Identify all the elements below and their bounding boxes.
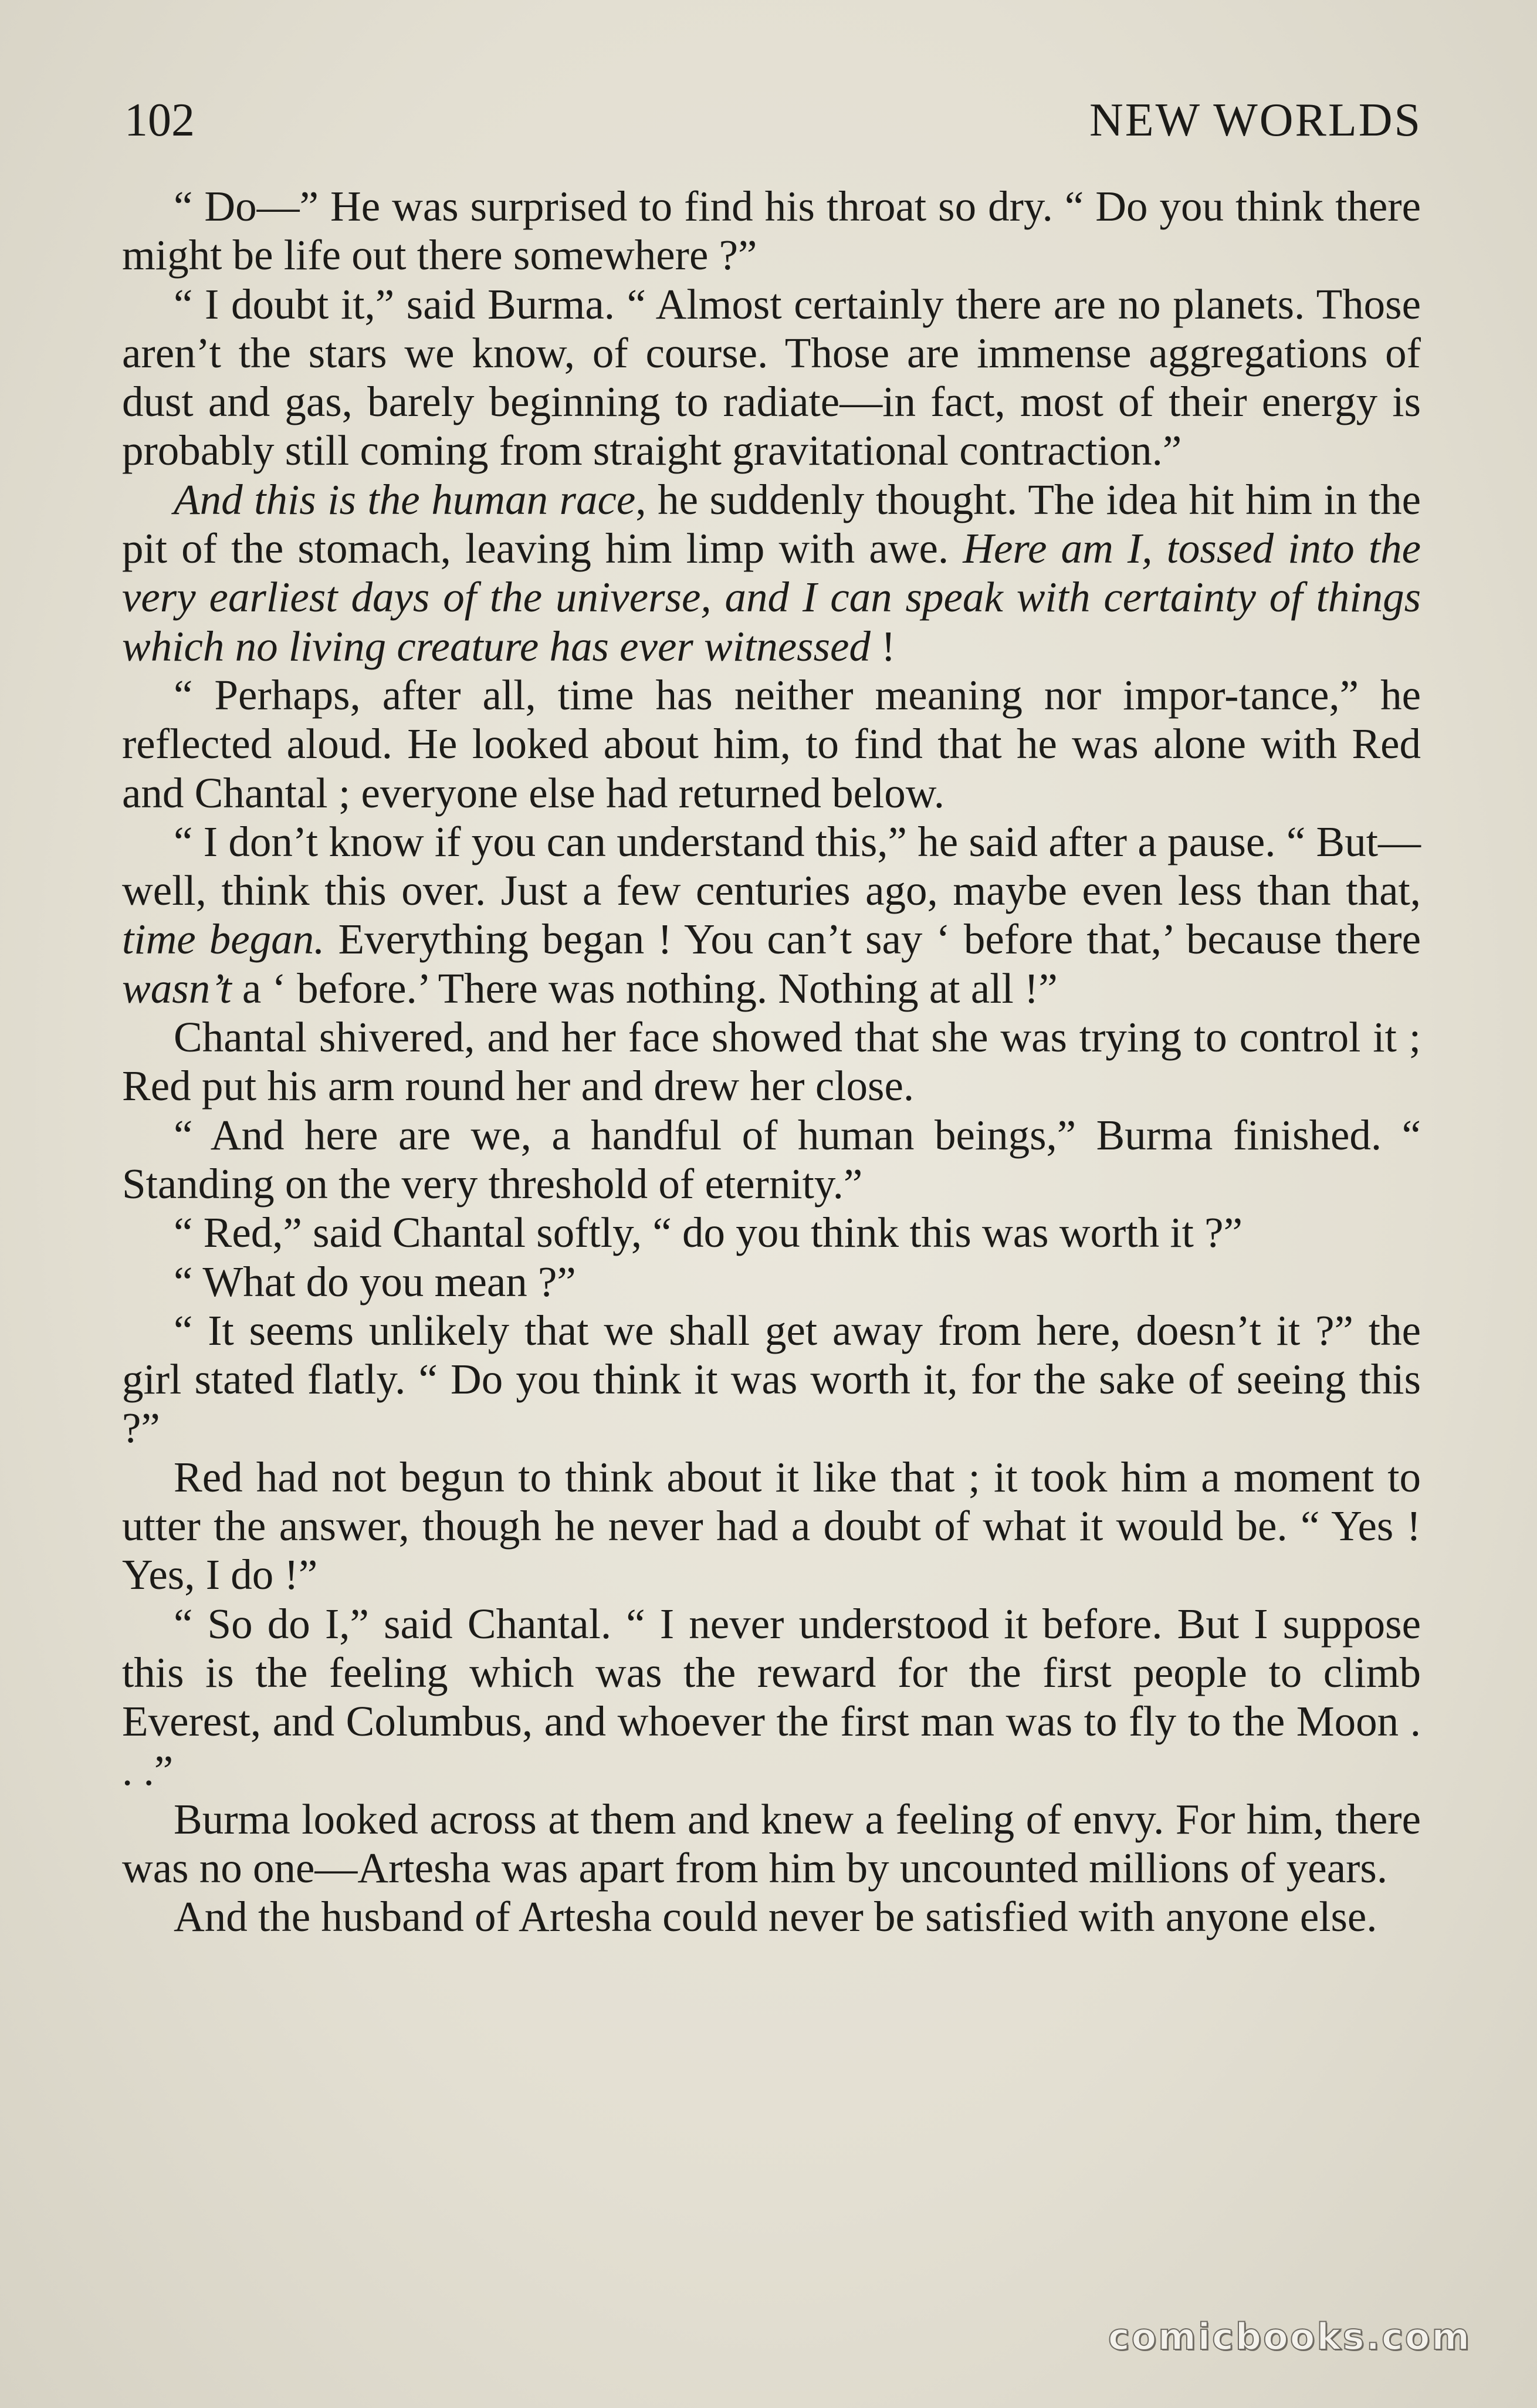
- text-run: “ So do I,” said Chantal. “ I never understood it before. But I suppose this is the feeling which was the reward for the first people to climb Everest, and Columbus, and whoever the first man was to fly to the Moon . . .”: [122, 1599, 1421, 1794]
- text-run: “ It seems unlikely that we shall get away from here, doesn’t it ?” the girl stated flatly. “ Do you think it was worth it, for the sake of seeing this ?”: [122, 1306, 1421, 1452]
- paragraph: [122, 1795, 1421, 1893]
- paragraph: [122, 1013, 1421, 1111]
- paragraph: [122, 1208, 1421, 1257]
- text-run: Red had not begun to think about it like that ; it took him a moment to utter the answer, though he never had a doubt of what it would be. “ Yes ! Yes, I do !”: [122, 1453, 1421, 1599]
- text-run: “ Do—” He was surprised to find his throat so dry. “ Do you think there might be life out there somewhere ?”: [122, 182, 1421, 279]
- paragraph: [122, 182, 1421, 280]
- paragraph: [122, 817, 1421, 1013]
- paragraph: [122, 1306, 1421, 1453]
- text-run: Everything began ! You can’t say ‘ before that,’ because there: [324, 915, 1421, 963]
- paragraph: [122, 1599, 1421, 1795]
- paragraph: [122, 1257, 1421, 1306]
- text-run: Burma looked across at them and knew a feeling of envy. For him, there was no one—Artesha was apart from him by uncounted millions of years.: [122, 1795, 1421, 1892]
- text-run: “ What do you mean ?”: [174, 1257, 576, 1306]
- text-run: a ‘ before.’ There was nothing. Nothing at all !”: [231, 964, 1058, 1012]
- text-run: “ And here are we, a handful of human beings,” Burma finished. “ Standing on the very threshold of eternity.”: [122, 1111, 1421, 1208]
- watermark: comicbooks.com: [1108, 2315, 1471, 2358]
- paragraph: [122, 671, 1421, 817]
- italic-text: wasn’t: [122, 964, 232, 1012]
- italic-text: And this is the human race: [174, 475, 636, 523]
- text-run: “ I doubt it,” said Burma. “ Almost certainly there are no planets. Those aren’t the stars we know, of course. Those are immense aggregations of dust and gas, barely beginning to radiate—in fact, most of their energy is probably still coming from straight gravitational contraction.”: [122, 280, 1421, 475]
- text-run: !: [870, 622, 896, 670]
- paragraph: [122, 1453, 1421, 1599]
- text-run: , he suddenly thought. The idea hit him in the pit of the stomach, leaving him limp with awe.: [122, 475, 1421, 573]
- paragraph: [122, 280, 1421, 475]
- text-run: And the husband of Artesha could never be satisfied with anyone else.: [174, 1893, 1377, 1941]
- text-run: “ I don’t know if you can understand this,” he said after a pause. “ But—well, think this over. Just a few centuries ago, maybe even less than that,: [122, 817, 1421, 915]
- paragraph: [122, 1111, 1421, 1209]
- text-run: Chantal shivered, and her face showed that she was trying to control it ; Red put his arm round her and drew her close.: [122, 1013, 1421, 1110]
- paragraph: [122, 475, 1421, 671]
- page-number: 102: [124, 94, 195, 146]
- text-run: “ Perhaps, after all, time has neither meaning nor impor-tance,” he reflected aloud. He looked about him, to find that he was alone with Red and Chantal ; everyone else had returned below.: [122, 671, 1421, 817]
- italic-text: time began.: [122, 915, 325, 963]
- text-run: “ Red,” said Chantal softly, “ do you think this was worth it ?”: [174, 1209, 1243, 1257]
- running-head: NEW WORLDS: [1089, 94, 1422, 146]
- body-text: [122, 182, 1421, 1942]
- paragraph: [122, 1892, 1421, 1941]
- page-header: [124, 88, 1422, 153]
- italic-text: Here am I, tossed into the very earliest days of the universe, and I can speak with certainty of things which no living creature has ever witnessed: [122, 525, 1421, 670]
